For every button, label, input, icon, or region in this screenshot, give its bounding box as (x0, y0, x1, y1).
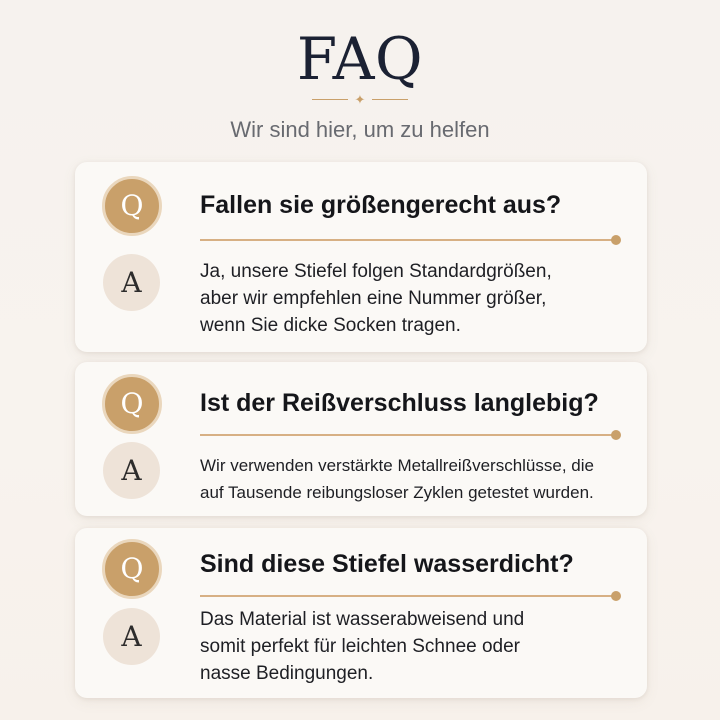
answer-line: aber wir empfehlen eine Nummer größer, (200, 288, 547, 309)
answer-line: somit perfekt für leichten Schnee oder (200, 636, 521, 657)
question-badge-icon: Q (102, 374, 162, 434)
faq-card (75, 528, 647, 698)
underline-dot (611, 591, 621, 601)
faq-question: Ist der Reißverschluss langlebig? (200, 389, 599, 417)
page-title: FAQ (296, 25, 424, 93)
faq-answer (200, 258, 640, 339)
answer-line: Das Material ist wasserabweisend und (200, 609, 525, 630)
page-subtitle: Wir sind hier, um zu helfen (230, 117, 490, 142)
faq-header (0, 0, 720, 160)
title-divider (312, 92, 408, 108)
answer-line: Ja, unsere Stiefel folgen Standardgrößen, (200, 261, 552, 282)
faq-card (75, 362, 647, 516)
faq-card (75, 162, 647, 352)
answer-line: nasse Bedingungen. (200, 663, 374, 684)
underline-dot (611, 430, 621, 440)
faq-answer (200, 452, 640, 506)
answer-badge-icon: A (103, 442, 160, 499)
faq-question: Sind diese Stiefel wasserdicht? (200, 550, 574, 578)
answer-badge-icon: A (103, 254, 160, 311)
question-badge-icon: Q (102, 539, 162, 599)
question-underline (200, 595, 615, 597)
faq-question: Fallen sie größengerecht aus? (200, 191, 562, 219)
underline-dot (611, 235, 621, 245)
question-underline (200, 434, 615, 436)
divider-line-right (372, 99, 408, 100)
answer-badge-icon: A (103, 608, 160, 665)
answer-line: auf Tausende reibungsloser Zyklen getestet wurden. (200, 483, 594, 502)
sparkle-icon: ✦ (354, 92, 366, 107)
divider-line-left (312, 99, 348, 100)
question-underline (200, 239, 615, 241)
answer-line: wenn Sie dicke Socken tragen. (200, 315, 461, 336)
question-badge-icon: Q (102, 176, 162, 236)
answer-line: Wir verwenden verstärkte Metallreißverschlüsse, die (200, 456, 594, 475)
faq-answer (200, 606, 640, 687)
